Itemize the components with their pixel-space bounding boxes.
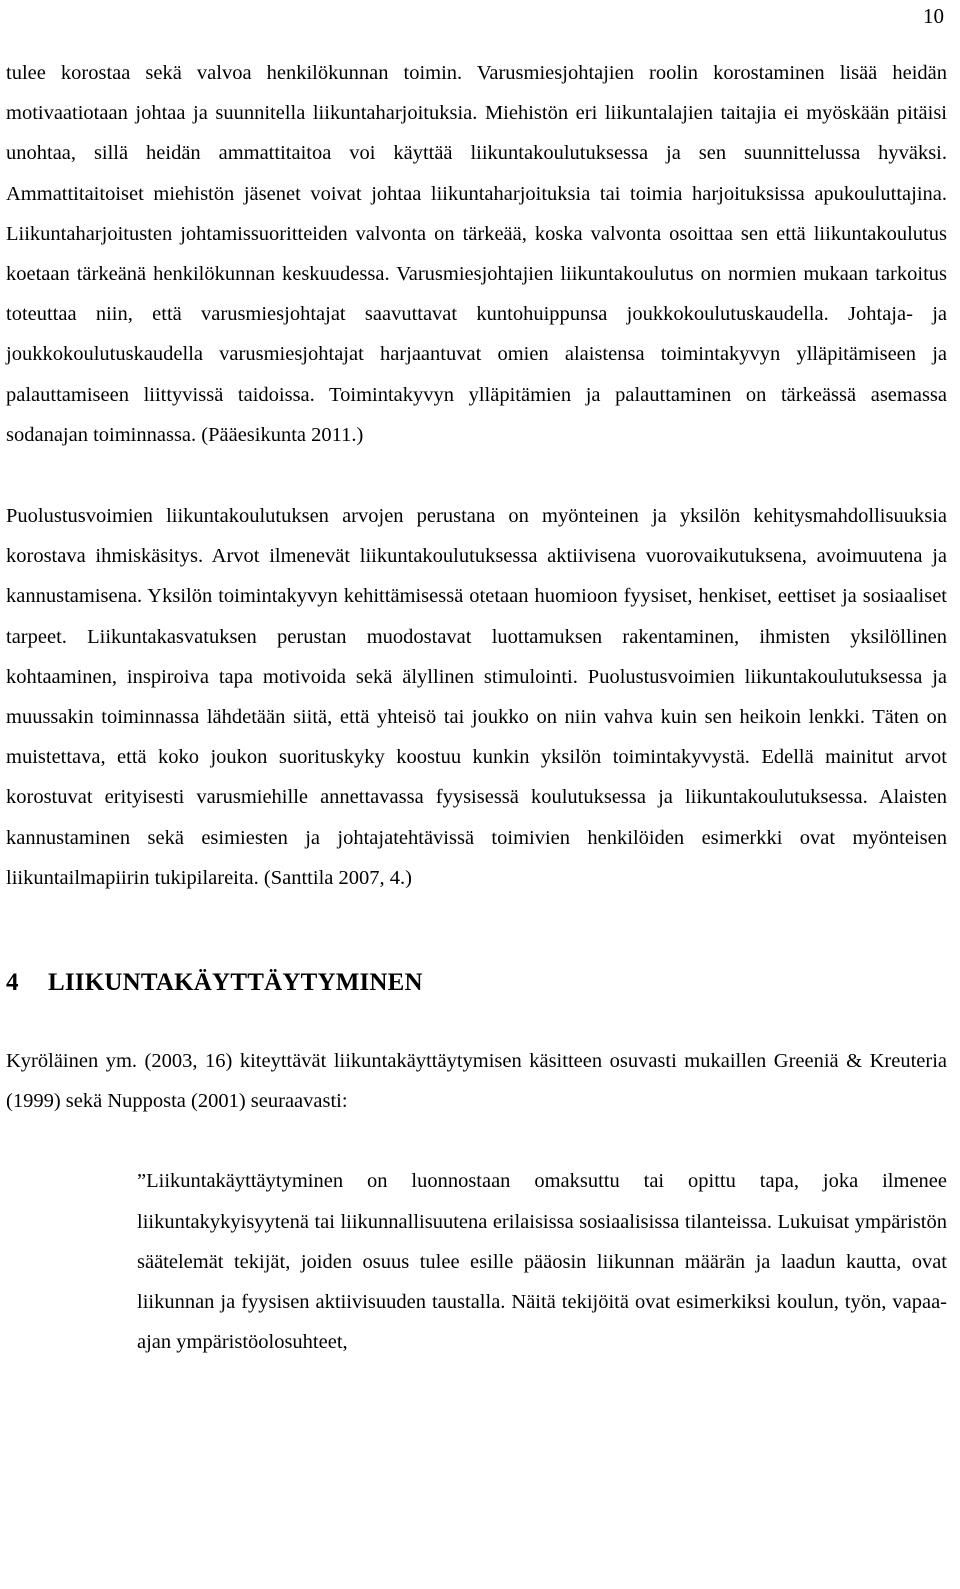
block-quote: [137, 1161, 947, 1362]
quote-text: ”Liikuntakäyttäytyminen on luonnostaan omaksuttu tai opittu tapa, joka ilmenee liikuntakykyisyytenä tai liikunnallisuutena erilaisissa sosiaalisissa tilanteissa. Lukuisat ympäristön säätelemät tekijät, joiden osuus tulee esille pääosin liikunnan määrän ja laadun kautta, ovat liikunnan ja fyysisen aktiivisuuden taustalla. Näitä tekijöitä ovat esimerkiksi koulun, työn, vapaa-ajan ympäristöolosuhteet,: [137, 1170, 947, 1354]
body-paragraph: tulee korostaa sekä valvoa henkilökunnan toimin. Varusmiesjohtajien roolin korostaminen lisää heidän motivaatiotaan johtaa ja suunnitella liikuntaharjoituksia. Miehistön eri liikuntalajien taitajia ei myöskään pitäisi unohtaa, sillä heidän ammattitaitoa voi käyttää liikuntakoulutuksessa ja sen suunnittelussa hyväksi. Ammattitaitoiset miehistön jäsenet voivat johtaa liikuntaharjoituksia tai toimia harjoituksissa apukouluttajina. Liikuntaharjoitusten johtamissuoritteiden valvonta on tärkeää, koska valvonta osoittaa sen että liikuntakoulutus koetaan tärkeänä henkilökunnan keskuudessa. Varusmiesjohtajien liikuntakoulutus on normien mukaan tarkoitus toteuttaa niin, että varusmiesjohtajat saavuttavat kuntohuippunsa joukkokoulutuskaudella. Johtaja- ja joukkokoulutuskaudella varusmiesjohtajat harjaantuvat omien alaistensa toimintakyvyn ylläpitämiseen ja palauttamiseen liittyvissä taidoissa. Toimintakyvyn ylläpitämien ja palauttaminen on tärkeässä asemassa sodanajan toiminnassa. (Pääesikunta 2011.): [6, 62, 947, 446]
section-heading: [6, 963, 947, 1003]
section-title: LIIKUNTAKÄYTTÄYTYMINEN: [48, 969, 423, 997]
body-paragraph: Kyröläinen ym. (2003, 16) kiteyttävät liikuntakäyttäytymisen käsitteen osuvasti mukaillen Greeniä & Kreuteria (1999) sekä Nupposta (2001) seuraavasti:: [6, 1050, 947, 1113]
body-paragraph: Puolustusvoimien liikuntakoulutuksen arvojen perustana on myönteinen ja yksilön kehitysmahdollisuuksia korostava ihmiskäsitys. Arvot ilmenevät liikuntakoulutuksessa aktiivisena vuorovaikutuksena, avoimuutena ja kannustamisena. Yksilön toimintakyvyn kehittämisessä otetaan huomioon fyysiset, henkiset, eettiset ja sosiaaliset tarpeet. Liikuntakasvatuksen perustan muodostavat luottamuksen rakentaminen, ihmisten yksilöllinen kohtaaminen, inspiroiva tapa motivoida sekä älyllinen stimulointi. Puolustusvoimien liikuntakoulutuksessa ja muussakin toiminnassa lähdetään siitä, että yhteisö tai joukko on niin vahva kuin sen heikoin lenkki. Täten on muistettava, että koko joukon suorituskyky koostuu kunkin yksilön toimintakyvystä. Edellä mainitut arvot korostuvat erityisesti varusmiehille annettavassa fyysisessä koulutuksessa ja liikuntakoulutuksessa. Alaisten kannustaminen sekä esimiesten ja johtajatehtävissä toimivien henkilöiden esimerkki ovat myönteisen liikuntailmapiirin tukipilareita. (Santtila 2007, 4.): [6, 505, 947, 889]
section-number: 4: [6, 969, 19, 997]
page-number: 10: [923, 4, 944, 28]
document-body: [6, 53, 947, 1362]
